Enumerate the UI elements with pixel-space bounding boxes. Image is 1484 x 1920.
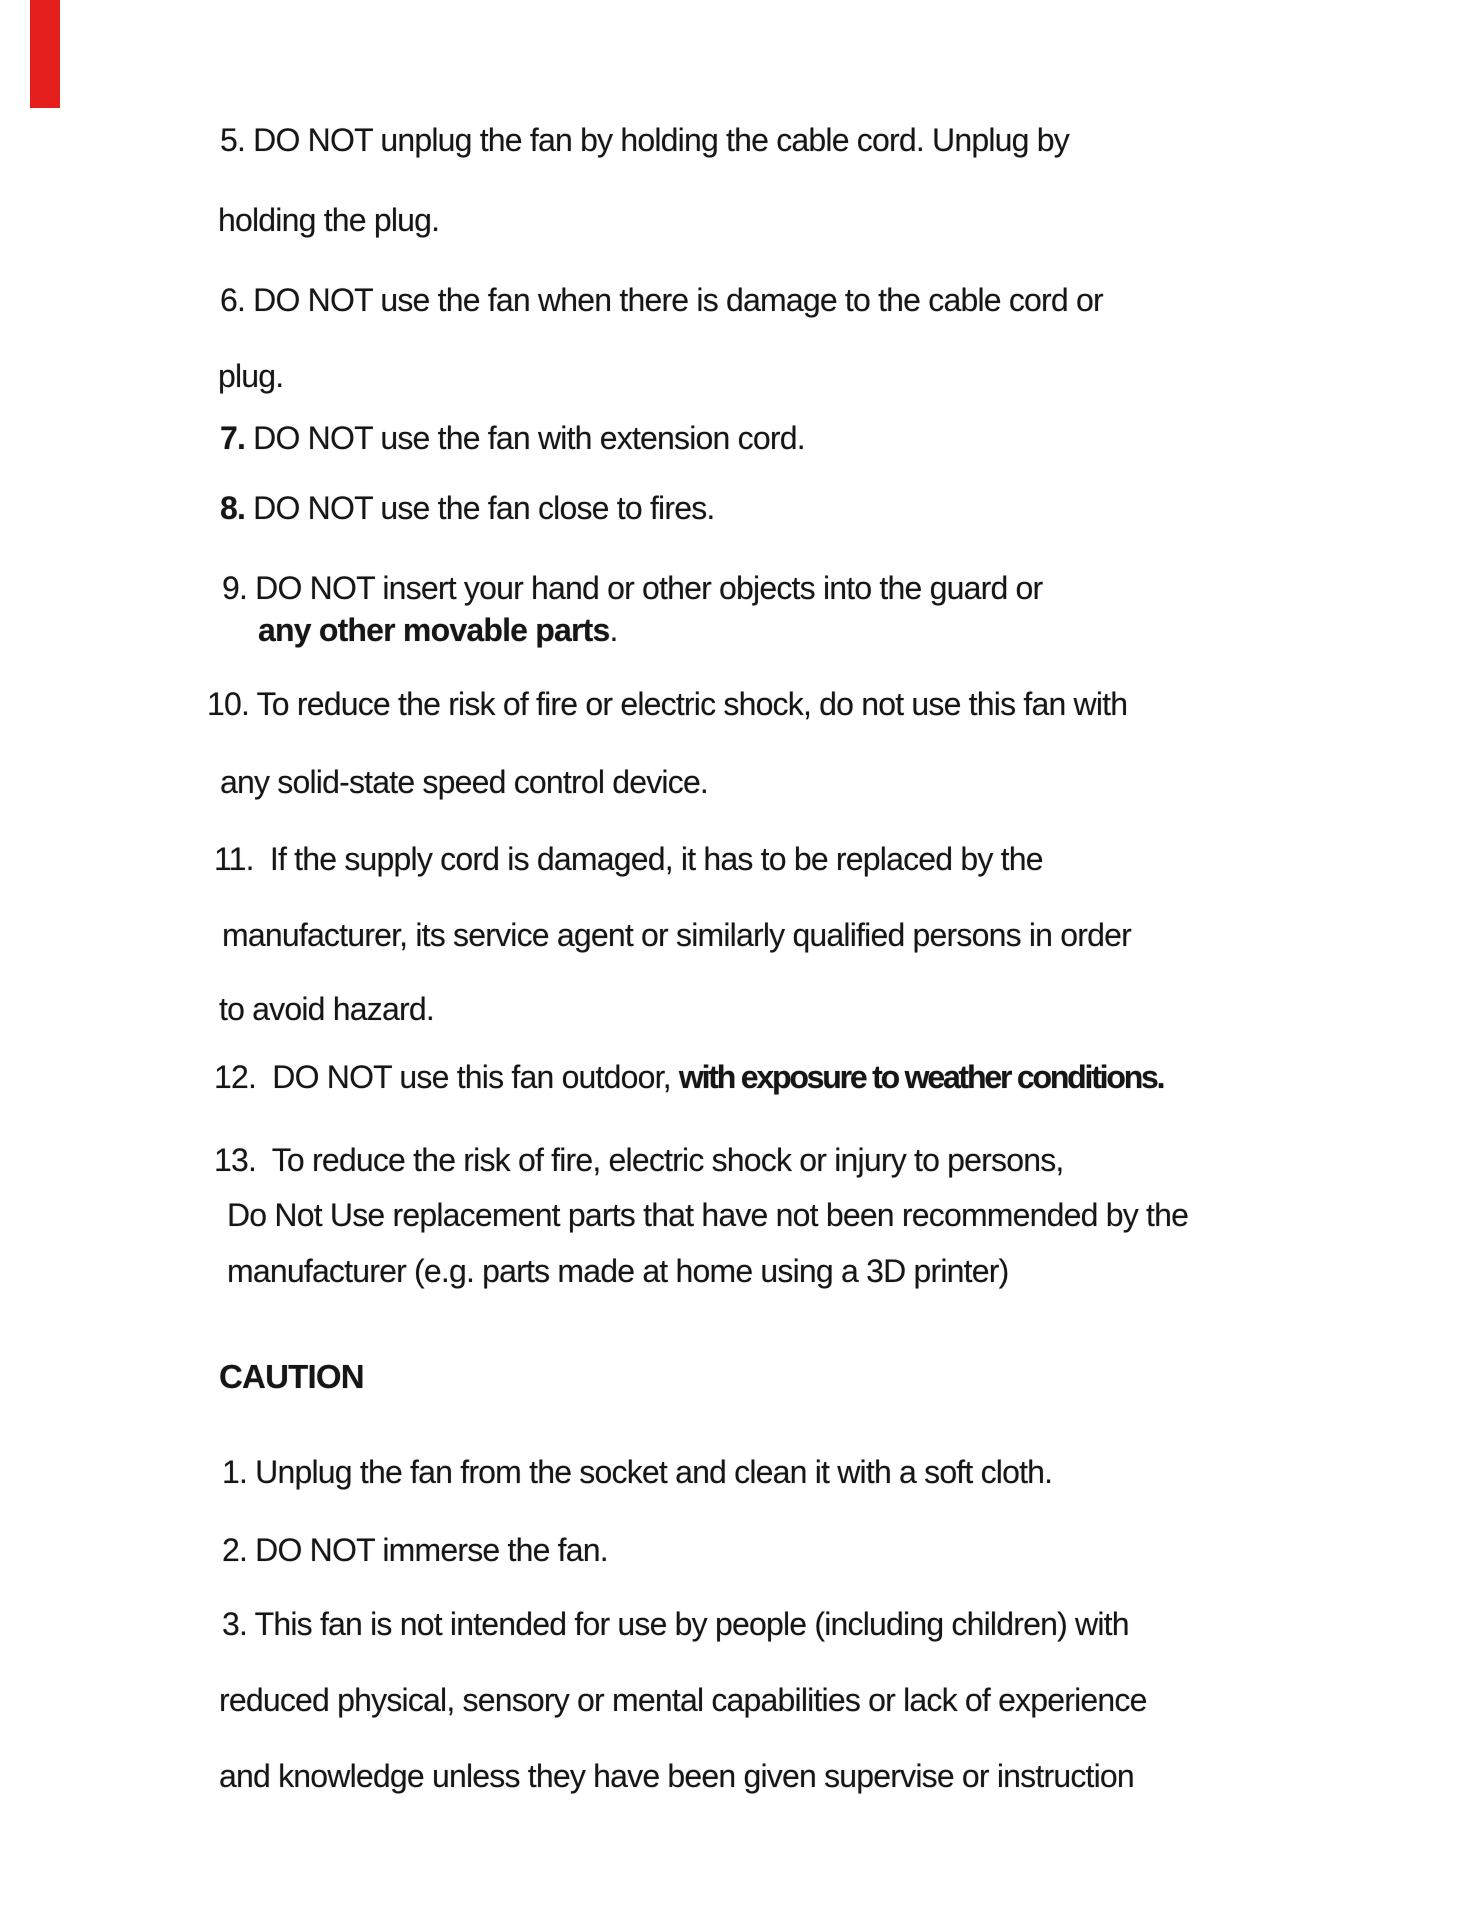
warning-item-8 [220,490,715,526]
warning-item-8-number: 8. [220,490,246,526]
caution-item-3-line-3: and knowledge unless they have been given supervise or instruction [219,1758,1134,1794]
warning-item-13-line-1: 13. To reduce the risk of fire, electric shock or injury to persons, [214,1142,1064,1178]
warning-item-13-line-3: manufacturer (e.g. parts made at home using a 3D printer) [227,1253,1009,1289]
caution-heading: CAUTION [219,1358,364,1395]
warning-item-10-line-2: any solid-state speed control device. [220,764,709,800]
warning-item-11-line-1: 11. If the supply cord is damaged, it has to be replaced by the [214,841,1043,877]
warning-item-12-text: 12. DO NOT use this fan outdoor, [214,1059,679,1095]
warning-item-6-line-2: plug. [218,358,284,394]
caution-item-3-line-1: 3. This fan is not intended for use by people (including children) with [222,1606,1129,1642]
warning-item-7-number: 7. [220,420,246,456]
red-ink-mark [30,0,60,108]
warning-item-9-period: . [609,612,618,648]
warning-item-11-line-2: manufacturer, its service agent or similarly qualified persons in order [222,917,1131,953]
warning-item-7-text: DO NOT use the fan with extension cord. [245,420,805,456]
warning-item-9-bold-text: any other movable parts [258,612,610,648]
warning-item-8-text: DO NOT use the fan close to fires. [245,490,715,526]
warning-item-9-line-2 [258,612,618,648]
warning-item-9-line-1: 9. DO NOT insert your hand or other objects into the guard or [222,570,1043,606]
warning-item-6-line-1: 6. DO NOT use the fan when there is damage to the cable cord or [220,282,1103,318]
warning-item-12-bold-text: with exposure to weather conditions. [678,1059,1164,1095]
caution-item-1: 1. Unplug the fan from the socket and clean it with a soft cloth. [222,1454,1053,1490]
caution-item-3-line-2: reduced physical, sensory or mental capabilities or lack of experience [219,1682,1147,1718]
warning-item-12 [214,1059,1163,1095]
warning-item-10-line-1: 10. To reduce the risk of fire or electric shock, do not use this fan with [207,686,1128,722]
warning-item-13-line-2: Do Not Use replacement parts that have not been recommended by the [227,1197,1189,1233]
warning-item-11-line-3: to avoid hazard. [219,991,434,1027]
caution-item-2: 2. DO NOT immerse the fan. [222,1532,608,1568]
warning-item-5-line-2: holding the plug. [218,202,440,238]
warning-item-5-line-1: 5. DO NOT unplug the fan by holding the cable cord. Unplug by [220,122,1069,158]
warning-item-7 [220,420,805,456]
